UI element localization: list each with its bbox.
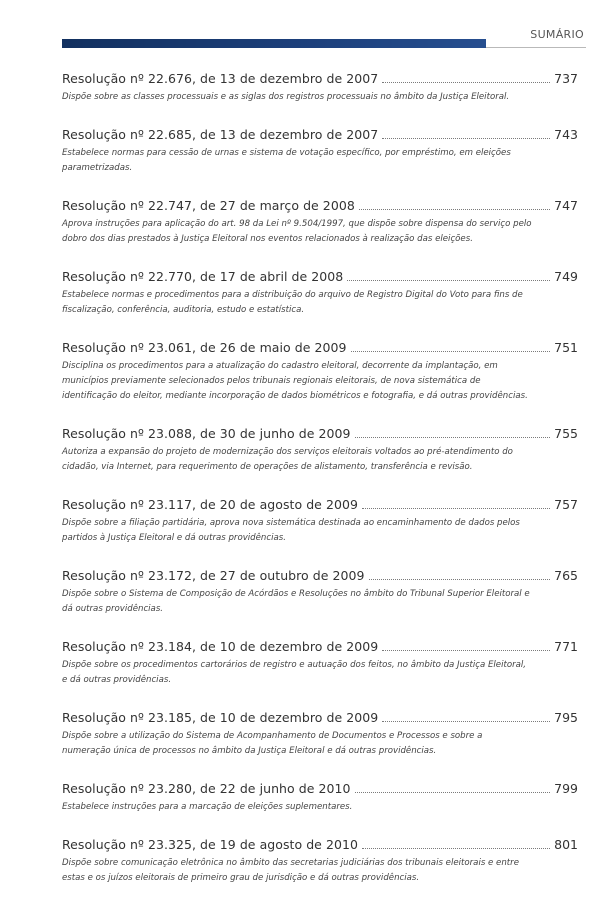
entry-description: Dispõe sobre o Sistema de Composição de Acórdãos e Resoluções no âmbito do Tribunal Superior Eleitoral e dá outras providências. bbox=[62, 589, 530, 614]
entry-page-number: 755 bbox=[554, 426, 578, 441]
entry-page-number: 743 bbox=[554, 127, 578, 142]
dot-leader bbox=[355, 791, 551, 793]
header-bar bbox=[62, 39, 486, 48]
toc-entry-heading bbox=[62, 198, 578, 214]
entry-description: Estabelece normas para cessão de urnas e sistema de votação específico, por empréstimo, em eleições parametrizadas. bbox=[62, 148, 511, 173]
toc-entry-heading bbox=[62, 710, 578, 726]
toc-entry-heading bbox=[62, 269, 578, 285]
toc-entry-heading bbox=[62, 127, 578, 143]
toc-entry bbox=[62, 781, 578, 815]
entry-page-number: 771 bbox=[554, 639, 578, 654]
dot-leader bbox=[382, 720, 550, 722]
dot-leader bbox=[362, 847, 550, 849]
toc-entry-heading bbox=[62, 497, 578, 513]
toc-entry bbox=[62, 639, 578, 688]
entry-description: Aprova instruções para aplicação do art. 98 da Lei nº 9.504/1997, que dispõe sobre dispensa do serviço pelo dobro dos dias prestados à Justiça Eleitoral nos eventos relacionados à realização das eleições. bbox=[62, 219, 532, 244]
entry-title: Resolução nº 23.185, de 10 de dezembro de 2009 bbox=[62, 710, 379, 725]
dot-leader bbox=[369, 578, 551, 580]
entry-title: Resolução nº 23.280, de 22 de junho de 2010 bbox=[62, 781, 351, 796]
entry-title: Resolução nº 23.061, de 26 de maio de 2009 bbox=[62, 340, 347, 355]
toc-entry bbox=[62, 568, 578, 617]
toc-entry bbox=[62, 497, 578, 546]
entry-description: Dispõe sobre comunicação eletrônica no âmbito das secretarias judiciárias dos tribunais eleitorais e entre estas e os juízos eleitorais de primeiro grau de jurisdição e dá outras providências. bbox=[62, 858, 519, 883]
entry-description: Estabelece normas e procedimentos para a distribuição do arquivo de Registro Digital do Voto para fins de fiscalização, conferência, auditoria, estudo e estatística. bbox=[62, 290, 523, 315]
toc-entry-heading bbox=[62, 781, 578, 797]
toc-entry-heading bbox=[62, 71, 578, 87]
table-of-contents bbox=[62, 71, 578, 908]
entry-title: Resolução nº 23.172, de 27 de outubro de 2009 bbox=[62, 568, 365, 583]
toc-entry-heading bbox=[62, 568, 578, 584]
entry-page-number: 737 bbox=[554, 71, 578, 86]
toc-entry bbox=[62, 837, 578, 886]
dot-leader bbox=[382, 137, 550, 139]
entry-description: Estabelece instruções para a marcação de eleições suplementares. bbox=[62, 802, 353, 812]
dot-leader bbox=[347, 279, 550, 281]
entry-page-number: 795 bbox=[554, 710, 578, 725]
entry-title: Resolução nº 23.325, de 19 de agosto de 2010 bbox=[62, 837, 358, 852]
entry-title: Resolução nº 23.184, de 10 de dezembro de 2009 bbox=[62, 639, 379, 654]
dot-leader bbox=[362, 507, 550, 509]
entry-title: Resolução nº 23.088, de 30 de junho de 2009 bbox=[62, 426, 351, 441]
toc-entry bbox=[62, 71, 578, 105]
entry-description: Dispõe sobre os procedimentos cartorários de registro e autuação dos feitos, no âmbito da Justiça Eleitoral, e dá outras providências. bbox=[62, 660, 526, 685]
toc-entry-heading bbox=[62, 639, 578, 655]
toc-entry bbox=[62, 198, 578, 247]
entry-page-number: 751 bbox=[554, 340, 578, 355]
entry-page-number: 765 bbox=[554, 568, 578, 583]
dot-leader bbox=[355, 436, 551, 438]
dot-leader bbox=[351, 350, 551, 352]
header-rule bbox=[486, 47, 586, 48]
entry-description: Dispõe sobre a utilização do Sistema de Acompanhamento de Documentos e Processos e sobre a numeração única de processos no âmbito da Justiça Eleitoral e dá outras providências. bbox=[62, 731, 483, 756]
toc-entry-heading bbox=[62, 426, 578, 442]
entry-title: Resolução nº 22.676, de 13 de dezembro de 2007 bbox=[62, 71, 379, 86]
toc-entry-heading bbox=[62, 340, 578, 356]
entry-title: Resolução nº 22.747, de 27 de março de 2008 bbox=[62, 198, 355, 213]
entry-description: Dispõe sobre as classes processuais e as siglas dos registros processuais no âmbito da Justiça Eleitoral. bbox=[62, 92, 510, 102]
dot-leader bbox=[382, 649, 550, 651]
dot-leader bbox=[382, 81, 550, 83]
entry-page-number: 749 bbox=[554, 269, 578, 284]
entry-title: Resolução nº 22.770, de 17 de abril de 2008 bbox=[62, 269, 344, 284]
toc-entry bbox=[62, 269, 578, 318]
dot-leader bbox=[359, 208, 550, 210]
toc-entry bbox=[62, 426, 578, 475]
entry-description: Autoriza a expansão do projeto de modernização dos serviços eleitorais voltados ao pré-atendimento do cidadão, via Internet, para requerimento de operações de alistamento, transferência e revisão. bbox=[62, 447, 513, 472]
toc-entry bbox=[62, 710, 578, 759]
toc-entry-heading bbox=[62, 837, 578, 853]
entry-page-number: 799 bbox=[554, 781, 578, 796]
entry-description: Dispõe sobre a filiação partidária, aprova nova sistemática destinada ao encaminhamento de dados pelos partidos à Justiça Eleitoral e dá outras providências. bbox=[62, 518, 520, 543]
entry-page-number: 747 bbox=[554, 198, 578, 213]
toc-entry bbox=[62, 127, 578, 176]
toc-entry bbox=[62, 340, 578, 404]
entry-title: Resolução nº 23.117, de 20 de agosto de 2009 bbox=[62, 497, 358, 512]
entry-title: Resolução nº 22.685, de 13 de dezembro de 2007 bbox=[62, 127, 379, 142]
section-title: SUMÁRIO bbox=[530, 28, 584, 41]
entry-description: Disciplina os procedimentos para a atualização do cadastro eleitoral, decorrente da implantação, em municípios previamente selecionados pelos tribunais regionais eleitorais, de nova sistemática de identificação do eleitor, mediante incorporação de dados biométricos e fotografia, e dá outras providências. bbox=[62, 361, 528, 401]
entry-page-number: 757 bbox=[554, 497, 578, 512]
entry-page-number: 801 bbox=[554, 837, 578, 852]
